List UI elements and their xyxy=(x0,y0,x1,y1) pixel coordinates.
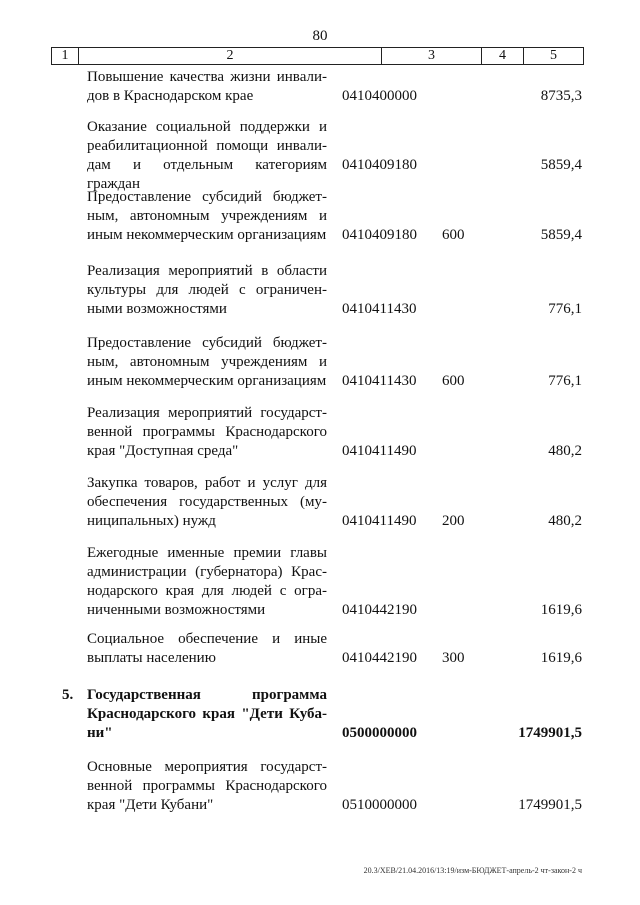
row-vr: 200 xyxy=(442,513,465,529)
row-sum: 776,1 xyxy=(548,301,582,317)
row-sum: 1619,6 xyxy=(540,602,582,618)
row-name: Основные мероприятия государственной программы Краснодарского края "Дети Кубани" xyxy=(87,759,327,813)
row-sum: 1619,6 xyxy=(540,650,582,666)
row-code: 0410411490 xyxy=(342,513,417,529)
row-name: Предоставление субсидий бюджетным, автономным учреждениям и иным некоммерческим организациям xyxy=(87,189,327,243)
row-name: Повышение качества жизни инвалидов в Краснодарском крае xyxy=(87,69,327,104)
row-sum: 5859,4 xyxy=(540,227,582,243)
row-vr: 300 xyxy=(442,650,465,666)
row-name: Реализация мероприятий государственной программы Краснодарского края "Доступная среда" xyxy=(87,405,327,459)
row-code: 0410409180 xyxy=(342,227,417,243)
header-col-3: 3 xyxy=(382,48,482,64)
row-vr: 600 xyxy=(442,227,465,243)
row-name: Государственная программа Краснодарского края "Дети Кубани" xyxy=(87,687,327,741)
row-code: 0410409180 xyxy=(342,157,417,173)
row-code: 0410442190 xyxy=(342,602,417,618)
header-col-2: 2 xyxy=(79,48,382,64)
row-sum: 480,2 xyxy=(548,513,582,529)
row-code: 0500000000 xyxy=(342,725,417,741)
row-sum: 776,1 xyxy=(548,373,582,389)
row-name: Закупка товаров, работ и услуг для обеспечения государственных (муниципальных) нужд xyxy=(87,475,327,529)
row-vr: 600 xyxy=(442,373,465,389)
header-col-4: 4 xyxy=(482,48,524,64)
page-number: 80 xyxy=(312,28,328,44)
header-col-5: 5 xyxy=(550,48,557,63)
row-number: 5. xyxy=(62,687,74,703)
header-col-1: 1 xyxy=(52,48,79,64)
row-name: Оказание социальной поддержки и реабилитационной помощи инвалидам и отдельным категориям граждан xyxy=(87,119,327,192)
row-code: 0410411430 xyxy=(342,373,417,389)
row-sum: 8735,3 xyxy=(540,88,582,104)
row-code: 0510000000 xyxy=(342,797,417,813)
row-name: Ежегодные именные премии главы администрации (губернатора) Краснодарского края для людей с ограниченными возможностями xyxy=(87,545,327,618)
row-sum: 480,2 xyxy=(548,443,582,459)
row-name: Реализация мероприятий в области культуры для людей с ограниченными возможностями xyxy=(87,263,327,317)
row-name: Предоставление субсидий бюджетным, автономным учреждениям и иным некоммерческим организациям xyxy=(87,335,327,389)
row-code: 0410411490 xyxy=(342,443,417,459)
row-sum: 1749901,5 xyxy=(518,725,582,741)
row-code: 0410411430 xyxy=(342,301,417,317)
table-header xyxy=(51,47,584,65)
footer-file-stamp: 20.3/ХЕВ/21.04.2016/13:19/изм-БЮДЖЕТ-апрель-2 чт-закон-2 ч xyxy=(363,866,582,875)
row-sum: 1749901,5 xyxy=(518,797,582,813)
row-sum: 5859,4 xyxy=(540,157,582,173)
row-name: Социальное обеспечение и иные выплаты населению xyxy=(87,631,327,666)
row-code: 0410400000 xyxy=(342,88,417,104)
row-code: 0410442190 xyxy=(342,650,417,666)
